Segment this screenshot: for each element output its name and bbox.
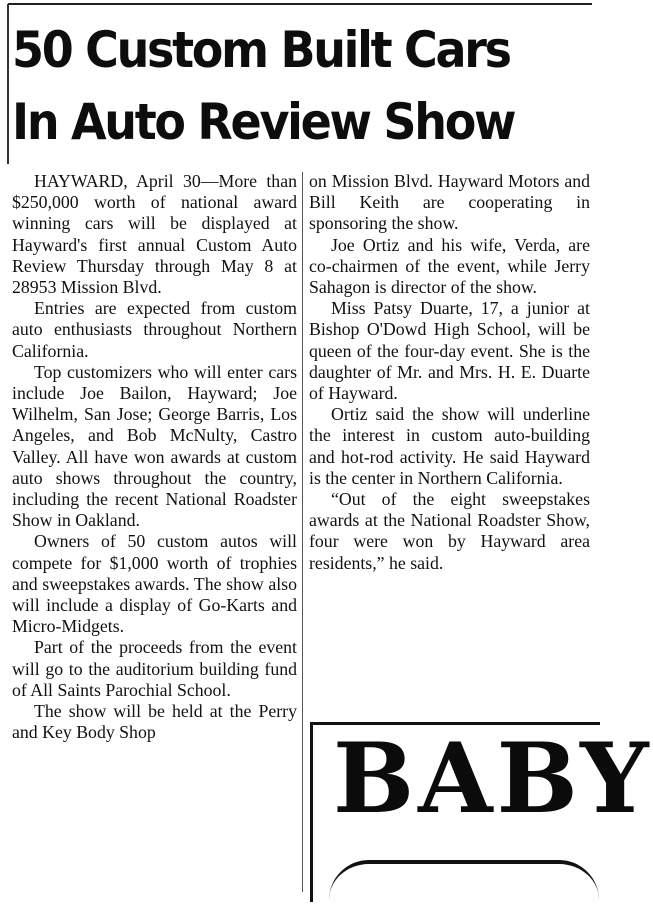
- paragraph: Part of the proceeds from the event will go to the auditorium building fund of All Saints Parochial School.: [12, 637, 297, 700]
- ad-headline: BABY: [333, 722, 653, 835]
- paragraph: Entries are expected from custom auto enthusiasts throughout Northern California.: [12, 298, 297, 361]
- left-rule: [7, 4, 9, 164]
- top-rule: [8, 3, 592, 5]
- column-divider: [302, 172, 303, 892]
- paragraph: Top customizers who will enter cars include Joe Bailon, Hayward; Joe Wilhelm, San Jose; George Barris, Los Angeles, and Bob McNulty, Castro Valley. All have won awards at custom auto shows throughout the country, including the recent National Roadster Show in Oakland.: [12, 361, 297, 531]
- article-column-1: [12, 171, 297, 743]
- paragraph: Joe Ortiz and his wife, Verda, are co-chairmen of the event, while Jerry Sahagon is director of the show.: [309, 234, 590, 298]
- headline-line-1: 50 Custom Built Cars: [12, 21, 510, 79]
- headline-line-2: In Auto Review Show: [12, 93, 515, 151]
- advertisement: [310, 722, 653, 902]
- paragraph: HAYWARD, April 30—More than $250,000 worth of national award winning cars will be displayed at Hayward's first annual Custom Auto Review Thursday through May 8 at 28953 Mission Blvd.: [12, 171, 297, 298]
- ad-decoration: [329, 860, 599, 914]
- paragraph-continued: on Mission Blvd. Hayward Motors and Bill Keith are cooperating in sponsoring the show.: [309, 171, 590, 234]
- paragraph: Owners of 50 custom autos will compete for $1,000 worth of trophies and sweepstakes awards. The show also will include a display of Go-Karts and Micro-Midgets.: [12, 531, 297, 637]
- paragraph: Miss Patsy Duarte, 17, a junior at Bishop O'Dowd High School, will be queen of the four-day event. She is the daughter of Mr. and Mrs. H. E. Duarte of Hayward.: [309, 298, 590, 404]
- paragraph: The show will be held at the Perry and Key Body Shop: [12, 701, 297, 743]
- paragraph: Ortiz said the show will underline the interest in custom auto-building and hot-rod activity. He said Hayward is the center in Northern California.: [309, 404, 590, 488]
- paragraph: “Out of the eight sweepstakes awards at the National Roadster Show, four were won by Hayward area residents,” he said.: [309, 489, 590, 573]
- headline: [12, 14, 546, 158]
- article-column-2: [309, 171, 590, 574]
